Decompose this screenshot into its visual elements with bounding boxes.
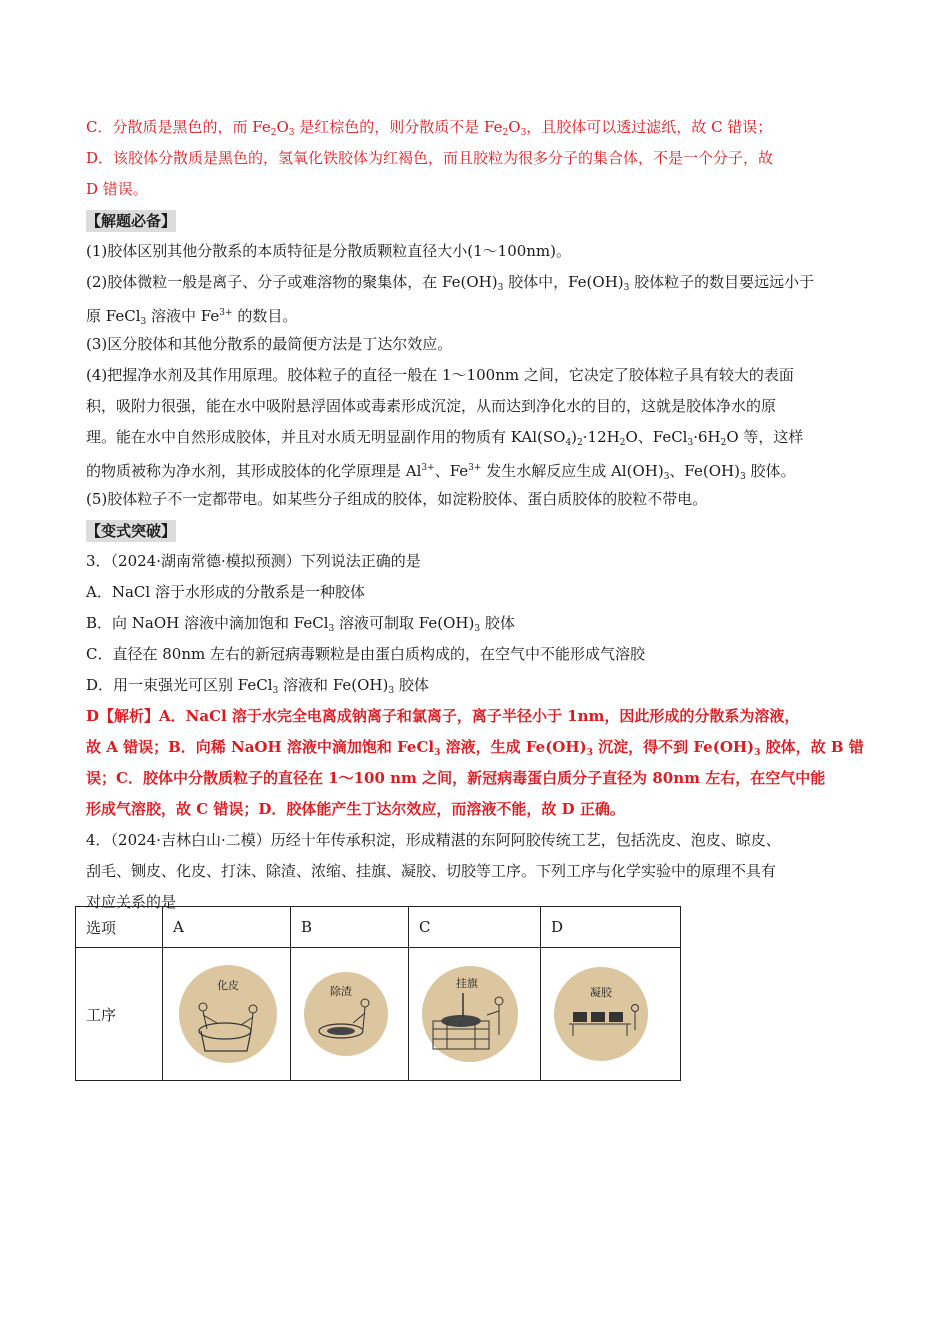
essential-point-4a: (4)把握净水剂及其作用原理。胶体粒子的直径一般在 1～100nm 之间，它决定了胶体粒子具有较大的表面 [86, 366, 794, 384]
question-3-option-b: B．向 NaOH 溶液中滴加饱和 FeCl$_3$ 溶液可制取 $Fe(OH)_3$ 胶体 [86, 614, 515, 634]
question-3-option-d: D．用一束强光可区别 FeCl$_3$ 溶液和 $Fe(OH)_3$ 胶体 [86, 676, 429, 696]
image-label-huapi: 化皮 [217, 979, 239, 992]
essential-point-3: (3)区分胶体和其他分散系的最简便方法是丁达尔效应。 [86, 335, 453, 353]
header-cell-option: 选项 [76, 907, 163, 948]
table-header-row [76, 907, 681, 948]
question-4-stem-1: 4．（2024·吉林白山·二模）历经十年传承积淀，形成精湛的东阿阿胶传统工艺，包括洗皮、泡皮、晾皮、 [86, 831, 781, 849]
process-image-guaqi [419, 963, 521, 1065]
cell-c-image [409, 948, 541, 1081]
header-cell-d: D [541, 907, 681, 948]
process-image-huapi [173, 959, 283, 1069]
image-label-ningjiao: 凝胶 [590, 986, 612, 999]
essential-point-4c: 理。能在水中自然形成胶体，并且对水质无明显副作用的物质有 $KAl(SO_4)_2\cdot 12H_2O$、$FeCl_3\cdot 6H_2O$ 等，这样 [86, 428, 804, 448]
cell-a-image [163, 948, 291, 1081]
header-cell-a: A [163, 907, 291, 948]
section-heading-essentials: 【解题必备】 [86, 212, 177, 230]
question-4-stem-3: 对应关系的是 [86, 893, 177, 911]
essential-point-5: (5)胶体粒子不一定都带电。如某些分子组成的胶体，如淀粉胶体、蛋白质胶体的胶粒不带电。 [86, 490, 708, 508]
image-label-guaqi: 挂旗 [456, 977, 478, 990]
question-3-option-c: C．直径在 80nm 左右的新冠病毒颗粒是由蛋白质构成的，在空气中不能形成气溶胶 [86, 645, 645, 663]
essential-point-2b: 原 FeCl$_3$ 溶液中 $Fe^{3+}$ 的数目。 [86, 307, 298, 327]
line-option-c-analysis: C．分散质是黑色的，而 $Fe_2O_3$ 是红棕色的，则分散质不是 $Fe_2O_3$，且胶体可以透过滤纸，故 C 错误； [86, 118, 773, 138]
cell-b-image [291, 948, 409, 1081]
essential-point-4b: 积，吸附力很强，能在水中吸附悬浮固体或毒素形成沉淀，从而达到净化水的目的，这就是胶体净水的原 [86, 397, 777, 415]
question-3-option-a: A．NaCl 溶于水形成的分散系是一种胶体 [86, 583, 365, 601]
question-4-stem-2: 刮毛、铡皮、化皮、打沫、除渣、浓缩、挂旗、凝胶、切胶等工序。下列工序与化学实验中的原理不具有 [86, 862, 777, 880]
line-option-d-analysis-2: D 错误。 [86, 180, 148, 198]
document-page [86, 112, 876, 918]
essential-point-4d: 的物质被称为净水剂，其形成胶体的化学原理是 $Al^{3+}$、$Fe^{3+}$ 发生水解反应生成 $Al(OH)_3$、$Fe(OH)_3$ 胶体。 [86, 462, 796, 482]
essential-point-1: (1)胶体区别其他分散系的本质特征是分散质颗粒直径大小(1～100nm)。 [86, 242, 572, 260]
row-label-process: 工序 [76, 948, 163, 1081]
table-row-process [76, 948, 681, 1081]
line-option-d-analysis-1: D．该胶体分散质是黑色的，氢氧化铁胶体为红褐色，而且胶粒为很多分子的集合体，不是一个分子，故 [86, 149, 774, 167]
essential-point-2a: (2)胶体微粒一般是离子、分子或难溶物的聚集体，在 $Fe(OH)_3$ 胶体中，$Fe(OH)_3$ 胶体粒子的数目要远远小于 [86, 273, 815, 293]
header-cell-c: C [409, 907, 541, 948]
answer-analysis-4: 形成气溶胶，故 C 错误；D．胶体能产生丁达尔效应，而溶液不能，故 D 正确。 [86, 800, 625, 818]
answer-analysis-2: 故 A 错误；B．向稀 NaOH 溶液中滴加饱和 FeCl$_3$ 溶液，生成 $Fe(OH)_3$ 沉淀，得不到 $Fe(OH)_3$ 胶体，故 B 错 [86, 738, 864, 758]
answer-analysis-1: D【解析】A．NaCl 溶于水完全电离成钠离子和氯离子，离子半径小于 1nm，因此形成的分散系为溶液， [86, 707, 800, 725]
question-3-stem: 3．（2024·湖南常德·模拟预测）下列说法正确的是 [86, 552, 421, 570]
image-label-chuzha: 除渣 [330, 985, 352, 998]
process-image-chuzha [301, 969, 391, 1059]
section-heading-variants: 【变式突破】 [86, 522, 177, 540]
cell-d-image [541, 948, 681, 1081]
answer-analysis-3: 误；C．胶体中分散质粒子的直径在 1～100 nm 之间，新冠病毒蛋白质分子直径为 80nm 左右，在空气中能 [86, 769, 826, 787]
header-cell-b: B [291, 907, 409, 948]
process-image-ningjiao [551, 964, 651, 1064]
options-table [75, 906, 681, 1081]
